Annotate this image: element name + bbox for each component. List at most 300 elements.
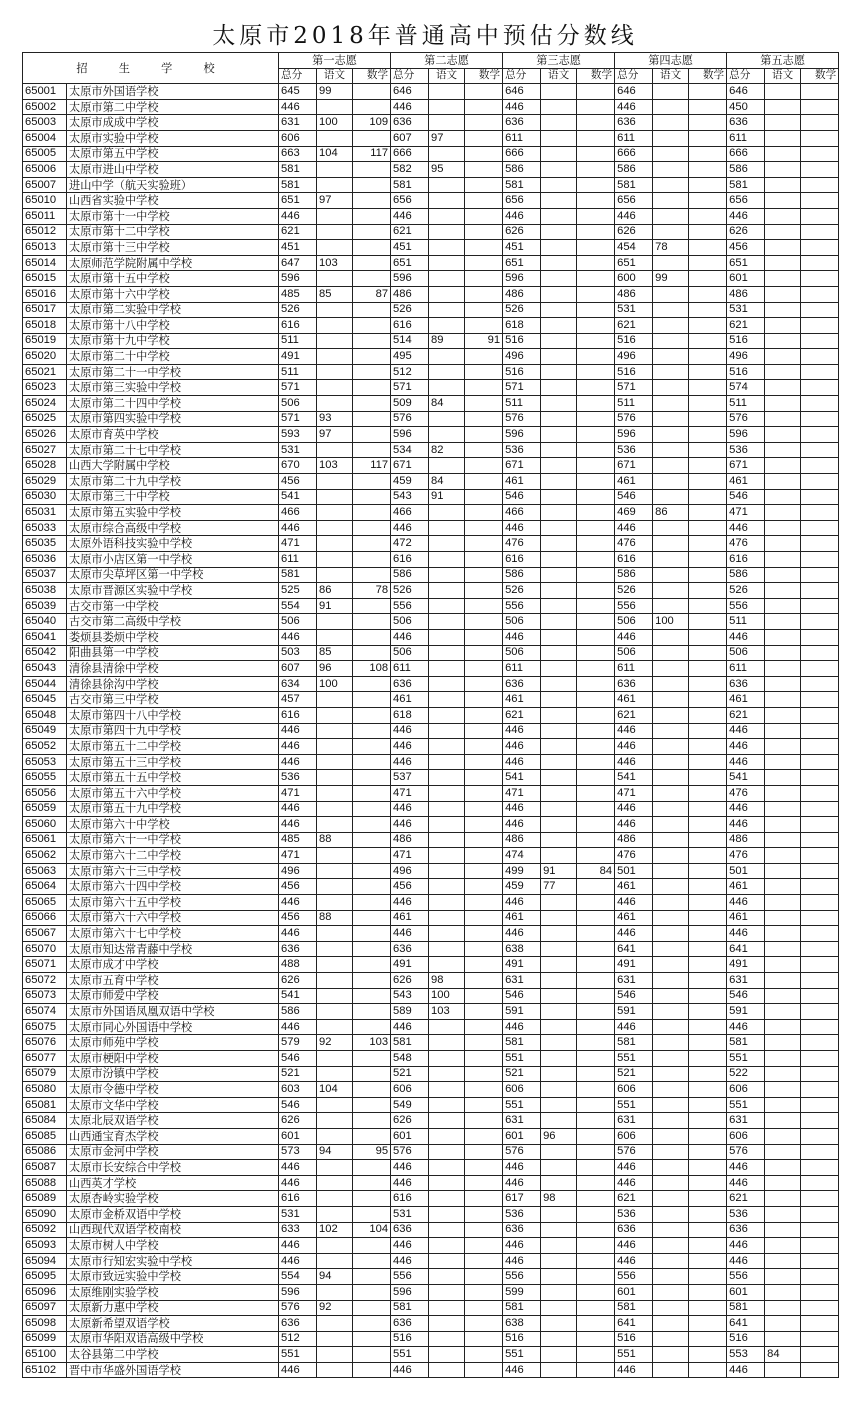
total-score: 621: [503, 707, 541, 723]
chinese-score: [765, 240, 801, 256]
total-score: 576: [503, 411, 541, 427]
school-code: 65006: [23, 162, 67, 178]
chinese-score: [541, 130, 577, 146]
math-score: [689, 692, 727, 708]
math-score: [689, 489, 727, 505]
math-score: [689, 583, 727, 599]
total-score: 541: [615, 770, 653, 786]
total-score: 571: [279, 411, 317, 427]
school-name: 太原市致远实验中学校: [67, 1269, 279, 1285]
total-score: 476: [727, 536, 765, 552]
total-score: 626: [279, 973, 317, 989]
chinese-score: [765, 1113, 801, 1129]
math-score: [801, 1238, 839, 1254]
chinese-score: [765, 505, 801, 521]
total-score: 446: [391, 1238, 429, 1254]
math-score: [465, 1097, 503, 1113]
chinese-score: [653, 785, 689, 801]
chinese-score: [765, 318, 801, 334]
table-row: [23, 645, 839, 661]
total-score: 596: [727, 427, 765, 443]
total-score: 476: [503, 536, 541, 552]
chinese-score: 100: [653, 614, 689, 630]
math-score: [465, 1144, 503, 1160]
math-score: [689, 1331, 727, 1347]
math-score: [801, 832, 839, 848]
math-score: [353, 848, 391, 864]
total-score: 446: [727, 723, 765, 739]
school-code: 65024: [23, 396, 67, 412]
table-row: [23, 489, 839, 505]
chinese-score: [765, 785, 801, 801]
math-score: [801, 240, 839, 256]
math-score: [353, 505, 391, 521]
math-score: [577, 1160, 615, 1176]
total-score: 521: [503, 1066, 541, 1082]
chinese-score: [429, 380, 465, 396]
chinese-score: [653, 115, 689, 131]
total-score: 446: [615, 629, 653, 645]
chinese-score: [653, 474, 689, 490]
chinese-score: [541, 552, 577, 568]
total-score: 551: [503, 1347, 541, 1363]
math-score: [801, 115, 839, 131]
math-score: [577, 349, 615, 365]
total-score: 631: [727, 1113, 765, 1129]
school-name: 太原市综合高级中学校: [67, 520, 279, 536]
chinese-score: [653, 1082, 689, 1098]
total-score: 512: [279, 1331, 317, 1347]
total-score: 576: [279, 1300, 317, 1316]
chinese-score: 99: [653, 271, 689, 287]
chinese-score: [429, 1253, 465, 1269]
math-score: [353, 99, 391, 115]
chinese-score: [541, 910, 577, 926]
total-score: 495: [391, 349, 429, 365]
total-score: 641: [727, 941, 765, 957]
total-score: 606: [727, 1128, 765, 1144]
table-row: [23, 754, 839, 770]
total-score: 656: [727, 193, 765, 209]
math-score: [353, 692, 391, 708]
math-score: [465, 302, 503, 318]
math-score: [465, 1269, 503, 1285]
math-score: [465, 770, 503, 786]
chinese-score: [317, 723, 353, 739]
table-row: [23, 271, 839, 287]
total-score: 666: [503, 146, 541, 162]
total-score: 611: [391, 661, 429, 677]
total-score: 446: [391, 1253, 429, 1269]
math-score: [577, 208, 615, 224]
total-score: 446: [391, 723, 429, 739]
table-row: [23, 1253, 839, 1269]
chinese-score: 95: [429, 162, 465, 178]
chinese-score: [317, 240, 353, 256]
total-score: 553: [727, 1347, 765, 1363]
chinese-score: [653, 1331, 689, 1347]
chinese-score: 82: [429, 442, 465, 458]
math-score: [801, 1331, 839, 1347]
math-score: [689, 723, 727, 739]
chinese-score: [541, 661, 577, 677]
total-score: 571: [279, 380, 317, 396]
math-score: [353, 302, 391, 318]
school-code: 65092: [23, 1222, 67, 1238]
total-score: 626: [391, 1113, 429, 1129]
math-score: [353, 1269, 391, 1285]
chinese-score: [429, 567, 465, 583]
chinese-score: [541, 598, 577, 614]
chinese-score: [317, 692, 353, 708]
total-score: 446: [727, 1238, 765, 1254]
chinese-score: 98: [541, 1191, 577, 1207]
math-score: [689, 224, 727, 240]
school-code: 65013: [23, 240, 67, 256]
total-score: 631: [279, 115, 317, 131]
total-score: 446: [391, 739, 429, 755]
total-score: 461: [391, 910, 429, 926]
chinese-score: [429, 785, 465, 801]
total-score: 551: [615, 1051, 653, 1067]
math-score: [465, 1222, 503, 1238]
school-name: 山西现代双语学校南校: [67, 1222, 279, 1238]
chinese-score: [653, 645, 689, 661]
math-score: [577, 162, 615, 178]
math-score: [353, 380, 391, 396]
chinese-score: [653, 489, 689, 505]
chinese-score: [541, 1175, 577, 1191]
total-score: 656: [391, 193, 429, 209]
chinese-score: [317, 208, 353, 224]
math-score: [689, 629, 727, 645]
math-score: [465, 661, 503, 677]
total-score: 611: [727, 130, 765, 146]
chinese-score: 93: [317, 411, 353, 427]
chinese-score: [429, 520, 465, 536]
total-score: 501: [615, 863, 653, 879]
math-score: [801, 1144, 839, 1160]
total-score: 586: [391, 567, 429, 583]
chinese-score: [541, 676, 577, 692]
school-name: 太原市五育中学校: [67, 973, 279, 989]
math-score: [465, 848, 503, 864]
total-score: 581: [503, 1035, 541, 1051]
total-score: 606: [727, 1082, 765, 1098]
school-name: 太原市小店区第一中学校: [67, 552, 279, 568]
table-row: [23, 1331, 839, 1347]
table-row: [23, 458, 839, 474]
math-score: [689, 177, 727, 193]
total-score: 536: [279, 770, 317, 786]
math-score: [353, 1284, 391, 1300]
math-score: [801, 1035, 839, 1051]
math-score: [353, 162, 391, 178]
chinese-score: [765, 629, 801, 645]
math-score: [689, 598, 727, 614]
school-code: 65090: [23, 1206, 67, 1222]
chinese-score: [541, 318, 577, 334]
math-score: [465, 505, 503, 521]
total-score: 581: [615, 1035, 653, 1051]
chinese-score: [429, 224, 465, 240]
chinese-score: [765, 1284, 801, 1300]
total-score: 451: [503, 240, 541, 256]
math-score: [801, 411, 839, 427]
chinese-score: [317, 1160, 353, 1176]
chinese-score: [541, 817, 577, 833]
total-score: 601: [615, 1284, 653, 1300]
chinese-score: [653, 1128, 689, 1144]
school-code: 65066: [23, 910, 67, 926]
total-score: 446: [615, 520, 653, 536]
math-score: [801, 442, 839, 458]
math-score: [689, 1160, 727, 1176]
chinese-score: [765, 1253, 801, 1269]
chinese-score: [541, 193, 577, 209]
math-score: [801, 1160, 839, 1176]
math-score: [689, 1066, 727, 1082]
chinese-score: [653, 739, 689, 755]
chinese-score: [541, 567, 577, 583]
chinese-score: [765, 520, 801, 536]
total-score: 485: [279, 832, 317, 848]
math-score: [353, 1206, 391, 1222]
math-score: [353, 1019, 391, 1035]
math-score: 108: [353, 661, 391, 677]
total-score: 446: [615, 817, 653, 833]
school-code: 65064: [23, 879, 67, 895]
chinese-score: [653, 754, 689, 770]
chinese-score: 99: [317, 84, 353, 100]
math-score: [577, 1019, 615, 1035]
math-score: [689, 910, 727, 926]
total-score: 616: [279, 318, 317, 334]
total-score: 671: [615, 458, 653, 474]
chinese-score: [653, 349, 689, 365]
math-score: [577, 801, 615, 817]
chinese-score: [541, 1347, 577, 1363]
chinese-score: [541, 177, 577, 193]
total-score: 461: [727, 692, 765, 708]
total-score: 446: [503, 99, 541, 115]
total-score: 506: [503, 645, 541, 661]
total-score: 526: [391, 583, 429, 599]
total-score: 556: [391, 1269, 429, 1285]
chinese-score: [765, 271, 801, 287]
table-row: [23, 801, 839, 817]
total-score: 626: [727, 224, 765, 240]
math-score: [801, 1284, 839, 1300]
chinese-score: [317, 863, 353, 879]
math-score: [465, 754, 503, 770]
total-score: 641: [615, 941, 653, 957]
total-score: 601: [391, 1128, 429, 1144]
math-score: [465, 255, 503, 271]
total-score: 446: [503, 1238, 541, 1254]
chinese-score: [429, 661, 465, 677]
math-score: [353, 1253, 391, 1269]
math-score: [577, 973, 615, 989]
score-table: [22, 52, 839, 1378]
chinese-score: [541, 614, 577, 630]
school-code: 65074: [23, 1004, 67, 1020]
table-row: [23, 1051, 839, 1067]
chinese-score: [429, 1222, 465, 1238]
school-code: 65100: [23, 1347, 67, 1363]
chinese-score: [429, 817, 465, 833]
math-score: [577, 536, 615, 552]
total-score: 446: [615, 1362, 653, 1378]
chinese-score: [429, 271, 465, 287]
total-score: 611: [503, 130, 541, 146]
math-score: [577, 661, 615, 677]
chinese-score: [317, 1051, 353, 1067]
chinese-score: [541, 380, 577, 396]
school-code: 65093: [23, 1238, 67, 1254]
total-score: 446: [615, 1175, 653, 1191]
total-score: 446: [503, 1160, 541, 1176]
math-score: [689, 614, 727, 630]
chinese-score: [317, 224, 353, 240]
total-score: 446: [279, 895, 317, 911]
math-score: [801, 801, 839, 817]
chinese-score: [765, 1331, 801, 1347]
table-row: [23, 1175, 839, 1191]
total-score: 599: [503, 1284, 541, 1300]
total-score: 446: [503, 208, 541, 224]
math-score: [801, 552, 839, 568]
chinese-score: [653, 1300, 689, 1316]
math-score: [465, 863, 503, 879]
total-score: 461: [727, 474, 765, 490]
chinese-score: [653, 707, 689, 723]
total-score: 586: [279, 1004, 317, 1020]
math-score: [801, 1113, 839, 1129]
total-score: 461: [391, 692, 429, 708]
total-score: 506: [503, 614, 541, 630]
school-code: 65025: [23, 411, 67, 427]
math-score: [465, 177, 503, 193]
total-score: 647: [279, 255, 317, 271]
total-score: 459: [503, 879, 541, 895]
math-score: [465, 723, 503, 739]
school-code: 65028: [23, 458, 67, 474]
chinese-score: [429, 957, 465, 973]
chinese-score: [541, 848, 577, 864]
table-row: [23, 988, 839, 1004]
chinese-score: [765, 583, 801, 599]
math-score: [577, 707, 615, 723]
math-score: [689, 536, 727, 552]
table-row: [23, 552, 839, 568]
chinese-score: 97: [429, 130, 465, 146]
chinese-score: [653, 926, 689, 942]
total-score: 586: [615, 162, 653, 178]
chinese-score: [765, 130, 801, 146]
math-score: [353, 318, 391, 334]
math-score: [353, 723, 391, 739]
chinese-score: 86: [653, 505, 689, 521]
chinese-score: [765, 1144, 801, 1160]
math-score: [577, 1253, 615, 1269]
school-code: 65011: [23, 208, 67, 224]
school-code: 65048: [23, 707, 67, 723]
chinese-score: 102: [317, 1222, 353, 1238]
math-score: [465, 1331, 503, 1347]
school-code: 65077: [23, 1051, 67, 1067]
total-score: 516: [727, 333, 765, 349]
school-code: 65072: [23, 973, 67, 989]
total-score: 606: [615, 1082, 653, 1098]
total-score: 516: [391, 1331, 429, 1347]
table-row: [23, 162, 839, 178]
chinese-score: [653, 879, 689, 895]
total-score: 451: [391, 240, 429, 256]
chinese-score: [653, 567, 689, 583]
math-score: [577, 364, 615, 380]
school-name: 太原市行知宏实验中学校: [67, 1253, 279, 1269]
total-score: 522: [727, 1066, 765, 1082]
chinese-score: [653, 286, 689, 302]
math-score: [689, 1004, 727, 1020]
math-score: [465, 380, 503, 396]
math-score: [801, 177, 839, 193]
chinese-score: [765, 302, 801, 318]
math-score: [689, 941, 727, 957]
math-score: [689, 333, 727, 349]
total-score: 621: [727, 707, 765, 723]
math-score: [353, 1331, 391, 1347]
math-score: [801, 910, 839, 926]
total-score: 521: [279, 1066, 317, 1082]
total-score: 506: [391, 645, 429, 661]
total-score: 551: [503, 1097, 541, 1113]
chinese-score: 91: [317, 598, 353, 614]
total-score: 641: [727, 1316, 765, 1332]
math-score: [353, 770, 391, 786]
chinese-score: [317, 520, 353, 536]
math-score: [801, 1051, 839, 1067]
math-score: [801, 1082, 839, 1098]
total-score: 536: [503, 1206, 541, 1222]
chinese-score: 103: [317, 255, 353, 271]
total-score: 446: [503, 1175, 541, 1191]
math-score: [577, 1113, 615, 1129]
chinese-score: [653, 427, 689, 443]
total-score: 446: [727, 629, 765, 645]
chinese-score: [429, 1191, 465, 1207]
total-score: 451: [279, 240, 317, 256]
school-code: 65067: [23, 926, 67, 942]
chinese-score: [429, 536, 465, 552]
total-score: 666: [727, 146, 765, 162]
total-score: 546: [615, 489, 653, 505]
chinese-score: [541, 224, 577, 240]
school-code: 65004: [23, 130, 67, 146]
math-score: [577, 941, 615, 957]
school-code: 65056: [23, 785, 67, 801]
sub-header-total: 总分: [279, 68, 317, 84]
total-score: 631: [727, 973, 765, 989]
total-score: 446: [615, 723, 653, 739]
chinese-score: [541, 1238, 577, 1254]
chinese-score: [429, 1238, 465, 1254]
math-score: [353, 271, 391, 287]
table-row: [23, 583, 839, 599]
chinese-score: [765, 1238, 801, 1254]
math-score: [689, 785, 727, 801]
